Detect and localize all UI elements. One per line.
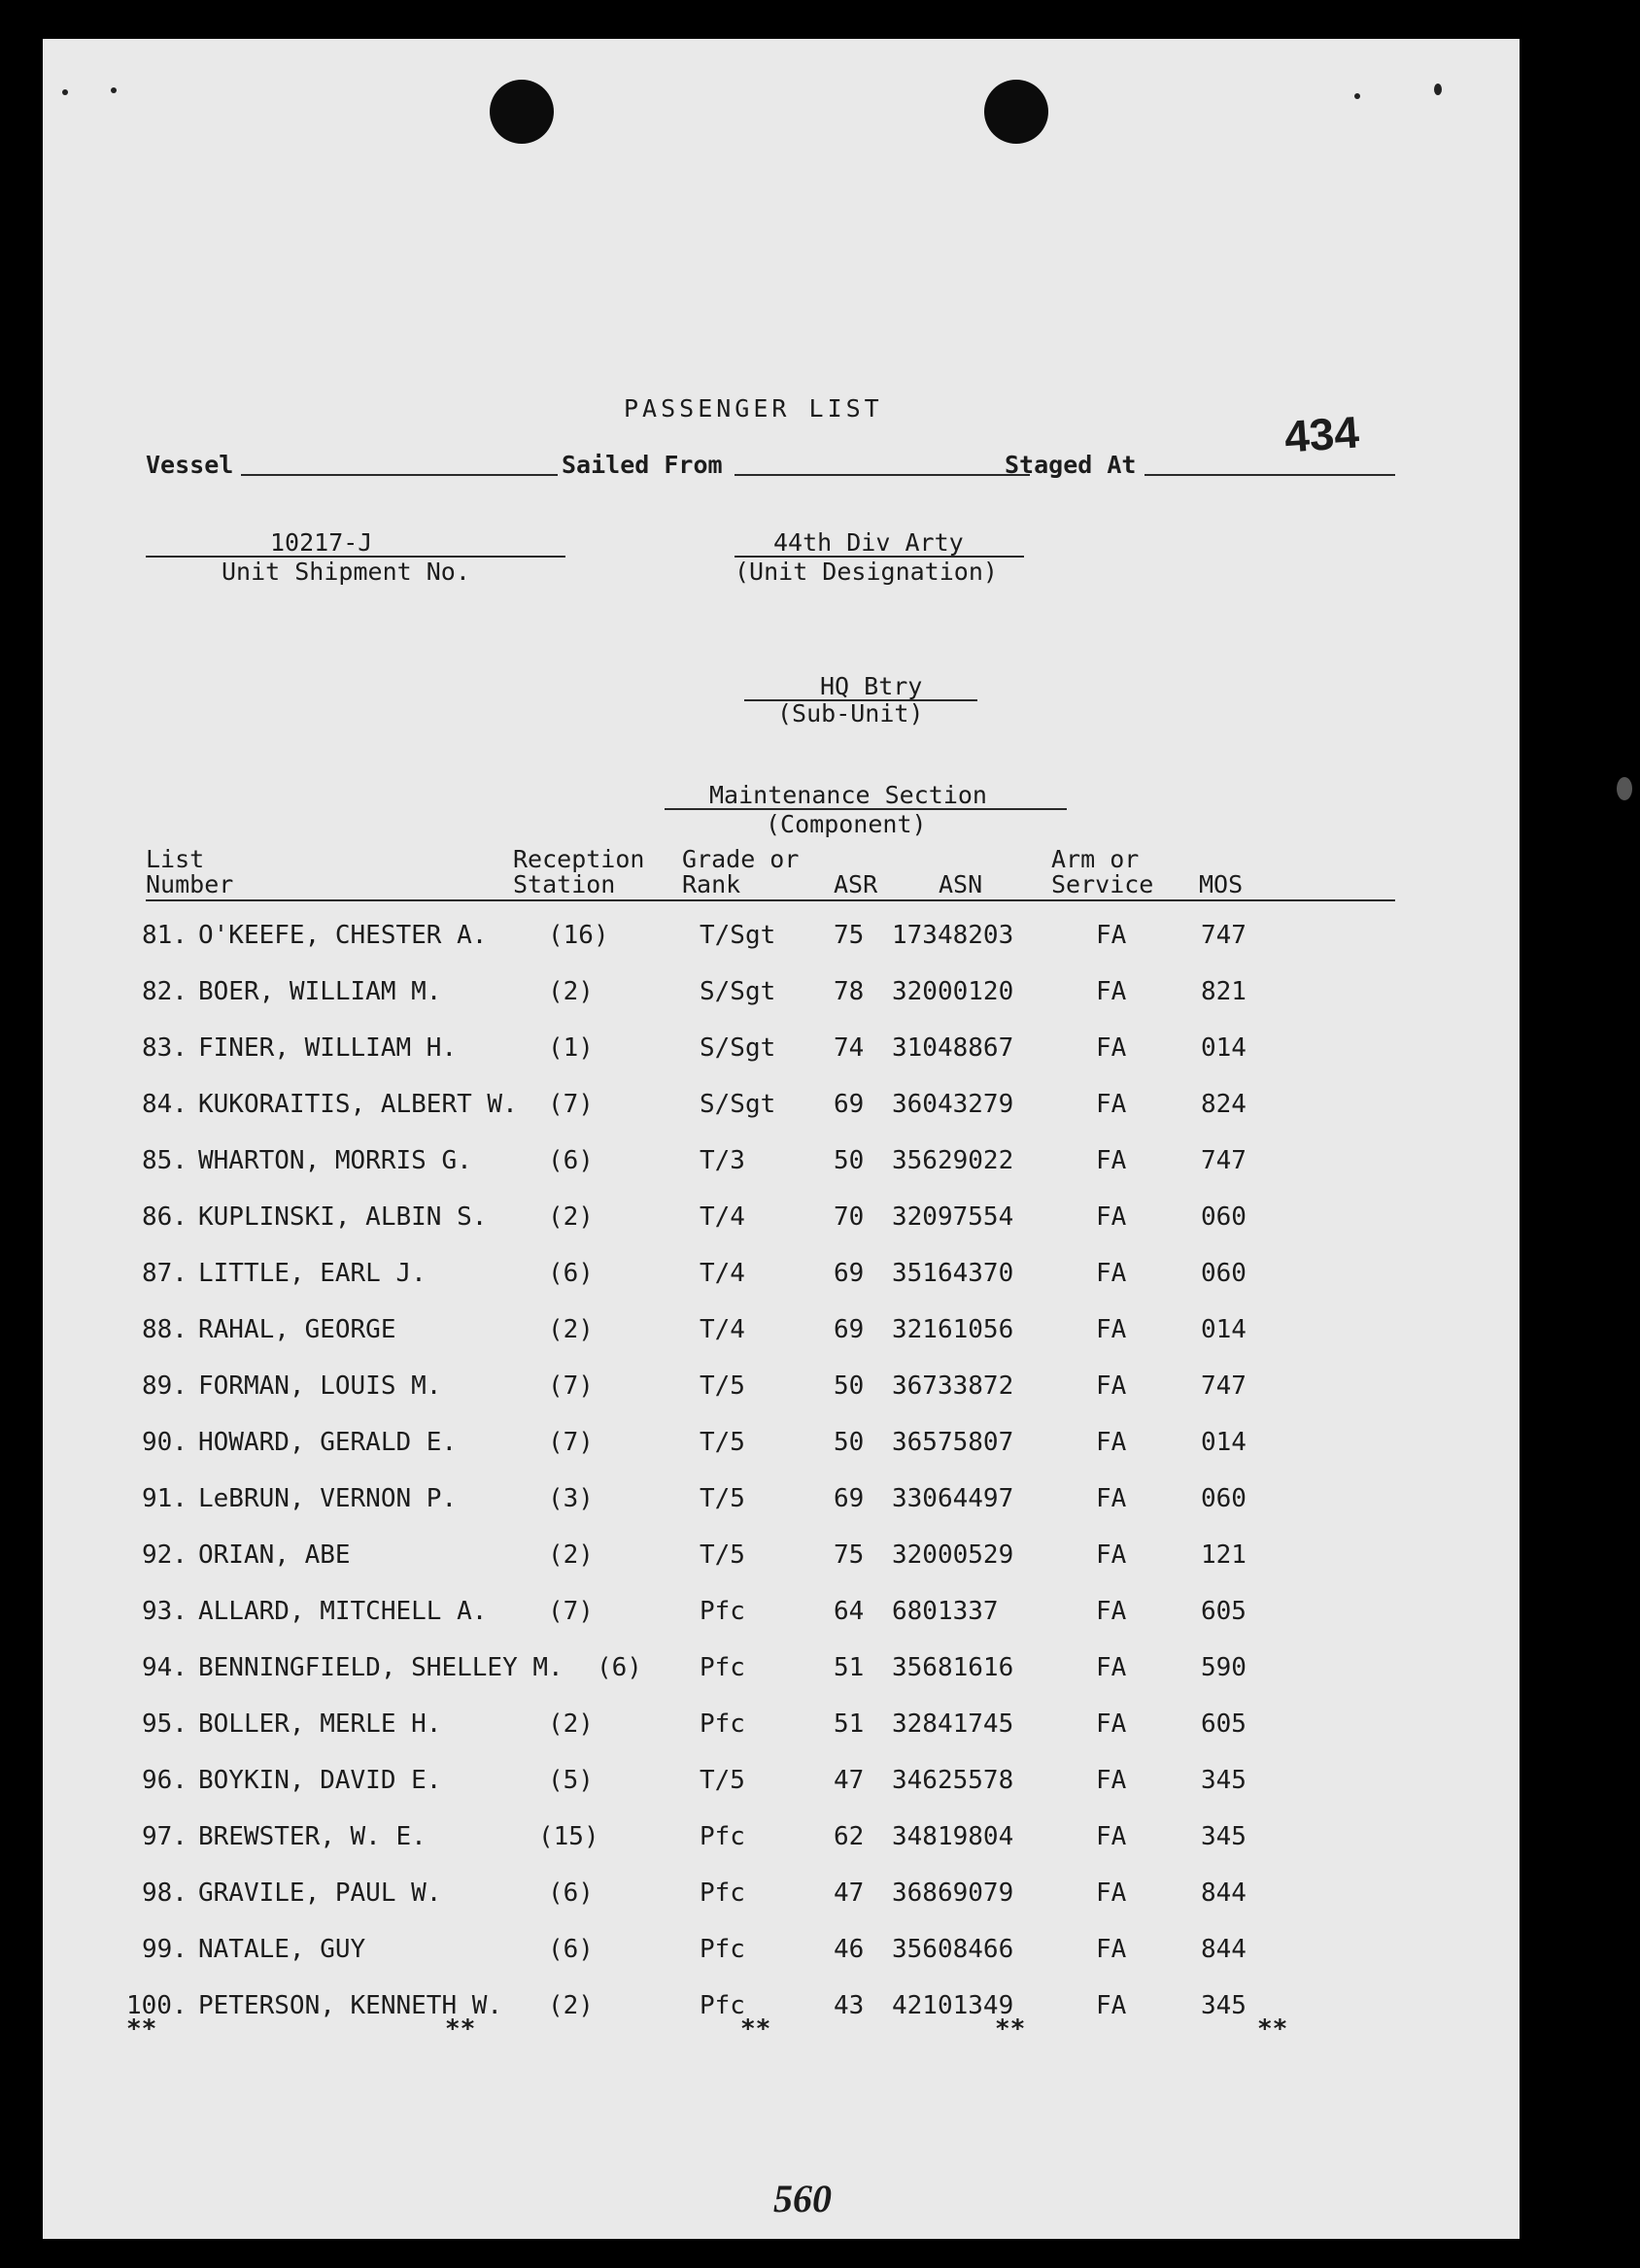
row-number: 93. [142, 1597, 188, 1626]
passenger-name: KUKORAITIS, ALBERT W. [198, 1090, 518, 1119]
reception-station: (6) [548, 1935, 594, 1964]
arm-or-service: FA [1096, 1033, 1127, 1063]
grade: T/5 [700, 1540, 745, 1570]
mos: 345 [1201, 1766, 1247, 1795]
table-row [43, 1540, 1520, 1574]
row-number: 91. [142, 1484, 188, 1513]
unit-designation-label: (Unit Designation) [735, 558, 998, 586]
sailed-from-label: Sailed From [562, 451, 723, 479]
asn: 32841745 [892, 1709, 1014, 1739]
reception-station: (6) [548, 1259, 594, 1288]
reception-station: (1) [548, 1033, 594, 1063]
col-header-grade-2: Rank [682, 870, 741, 898]
table-row [43, 1597, 1520, 1630]
asr: 69 [834, 1090, 865, 1119]
passenger-name: WHARTON, MORRIS G. [198, 1146, 472, 1175]
reception-station: (5) [548, 1766, 594, 1795]
asn: 31048867 [892, 1033, 1014, 1063]
mos: 345 [1201, 1822, 1247, 1851]
reception-station: (15) [538, 1822, 599, 1851]
reception-station: (16) [548, 921, 609, 950]
row-number: 96. [142, 1766, 188, 1795]
table-row [43, 1371, 1520, 1405]
table-row [43, 977, 1520, 1010]
passenger-name: ORIAN, ABE [198, 1540, 351, 1570]
passenger-name: BOER, WILLIAM M. [198, 977, 442, 1006]
asr: 69 [834, 1259, 865, 1288]
arm-or-service: FA [1096, 1935, 1127, 1964]
ink-speck [62, 89, 68, 95]
end-mark: ** [740, 2014, 771, 2044]
grade: Pfc [700, 1597, 745, 1626]
footer-number: 560 [773, 2177, 832, 2220]
page-number: 434 [1282, 406, 1361, 462]
row-number: 99. [142, 1935, 188, 1964]
asr: 47 [834, 1766, 865, 1795]
passenger-name: LeBRUN, VERNON P. [198, 1484, 458, 1513]
col-header-arm-2: Service [1051, 870, 1154, 898]
asr: 51 [834, 1709, 865, 1739]
row-number: 83. [142, 1033, 188, 1063]
mos: 824 [1201, 1090, 1247, 1119]
arm-or-service: FA [1096, 1709, 1127, 1739]
row-number: 86. [142, 1202, 188, 1232]
grade: T/Sgt [700, 921, 776, 950]
asr: 50 [834, 1146, 865, 1175]
sub-unit-label: (Sub-Unit) [777, 699, 924, 728]
component-label: (Component) [766, 810, 927, 838]
component-value: Maintenance Section [709, 781, 987, 809]
col-header-list-1: List [146, 845, 205, 873]
mos: 014 [1201, 1315, 1247, 1344]
grade: Pfc [700, 1935, 745, 1964]
asr: 47 [834, 1879, 865, 1908]
vessel-label: Vessel [146, 451, 234, 479]
row-number: 87. [142, 1259, 188, 1288]
mos: 605 [1201, 1597, 1247, 1626]
mos: 821 [1201, 977, 1247, 1006]
grade: T/5 [700, 1428, 745, 1457]
grade: S/Sgt [700, 977, 776, 1006]
row-number: 100. [126, 1991, 188, 2020]
ink-speck [1354, 93, 1360, 99]
asr: 64 [834, 1597, 865, 1626]
grade: T/5 [700, 1484, 745, 1513]
row-number: 84. [142, 1090, 188, 1119]
asr: 50 [834, 1371, 865, 1401]
reception-station: (2) [548, 1709, 594, 1739]
passenger-name: KUPLINSKI, ALBIN S. [198, 1202, 488, 1232]
table-row [43, 1822, 1520, 1855]
row-number: 97. [142, 1822, 188, 1851]
table-row [43, 1428, 1520, 1461]
grade: Pfc [700, 1991, 745, 2020]
asn: 42101349 [892, 1991, 1014, 2020]
arm-or-service: FA [1096, 1879, 1127, 1908]
asr: 69 [834, 1484, 865, 1513]
passenger-name: O'KEEFE, CHESTER A. [198, 921, 488, 950]
reception-station: (7) [548, 1597, 594, 1626]
asn: 17348203 [892, 921, 1014, 950]
asn: 36869079 [892, 1879, 1014, 1908]
end-mark: ** [126, 2014, 157, 2044]
mos: 060 [1201, 1259, 1247, 1288]
mos: 014 [1201, 1033, 1247, 1063]
asn: 35608466 [892, 1935, 1014, 1964]
punch-hole-right [984, 80, 1048, 144]
grade: T/3 [700, 1146, 745, 1175]
arm-or-service: FA [1096, 1822, 1127, 1851]
asn: 36733872 [892, 1371, 1014, 1401]
arm-or-service: FA [1096, 921, 1127, 950]
asr: 62 [834, 1822, 865, 1851]
unit-shipment-label: Unit Shipment No. [222, 558, 470, 586]
end-of-list-marks [43, 2014, 1520, 2044]
col-header-mos: MOS [1199, 870, 1244, 898]
row-number: 81. [142, 921, 188, 950]
unit-designation-value: 44th Div Arty [773, 528, 964, 557]
asn: 35629022 [892, 1146, 1014, 1175]
arm-or-service: FA [1096, 1146, 1127, 1175]
row-number: 88. [142, 1315, 188, 1344]
asr: 69 [834, 1315, 865, 1344]
table-row [43, 1653, 1520, 1686]
col-header-arm-1: Arm or [1051, 845, 1140, 873]
arm-or-service: FA [1096, 977, 1127, 1006]
grade: T/5 [700, 1766, 745, 1795]
grade: T/4 [700, 1202, 745, 1232]
grade: Pfc [700, 1879, 745, 1908]
mos: 060 [1201, 1484, 1247, 1513]
reception-station: (6) [548, 1146, 594, 1175]
passenger-name: BENNINGFIELD, SHELLEY M. [198, 1653, 564, 1682]
col-header-asr: ASR [834, 870, 878, 898]
asr: 75 [834, 1540, 865, 1570]
mos: 605 [1201, 1709, 1247, 1739]
mos: 747 [1201, 1146, 1247, 1175]
arm-or-service: FA [1096, 1090, 1127, 1119]
reception-station: (2) [548, 1202, 594, 1232]
reception-station: (7) [548, 1371, 594, 1401]
mos: 844 [1201, 1879, 1247, 1908]
punch-hole-left [490, 80, 554, 144]
grade: S/Sgt [700, 1033, 776, 1063]
scan-edge-mark [1617, 777, 1632, 800]
asn: 36575807 [892, 1428, 1014, 1457]
table-row [43, 1935, 1520, 1968]
mos: 014 [1201, 1428, 1247, 1457]
col-header-asn: ASN [939, 870, 983, 898]
passenger-name: BOLLER, MERLE H. [198, 1709, 442, 1739]
passenger-name: HOWARD, GERALD E. [198, 1428, 458, 1457]
arm-or-service: FA [1096, 1653, 1127, 1682]
grade: T/4 [700, 1315, 745, 1344]
asn: 36043279 [892, 1090, 1014, 1119]
mos: 121 [1201, 1540, 1247, 1570]
passenger-name: PETERSON, KENNETH W. [198, 1991, 503, 2020]
arm-or-service: FA [1096, 1371, 1127, 1401]
table-row [43, 1315, 1520, 1348]
arm-or-service: FA [1096, 1315, 1127, 1344]
reception-station: (7) [548, 1090, 594, 1119]
row-number: 85. [142, 1146, 188, 1175]
passenger-name: GRAVILE, PAUL W. [198, 1879, 442, 1908]
row-number: 82. [142, 977, 188, 1006]
passenger-name: LITTLE, EARL J. [198, 1259, 427, 1288]
asn: 35164370 [892, 1259, 1014, 1288]
col-header-station-2: Station [513, 870, 616, 898]
document-title: PASSENGER LIST [624, 394, 883, 423]
row-number: 89. [142, 1371, 188, 1401]
mos: 060 [1201, 1202, 1247, 1232]
mos: 590 [1201, 1653, 1247, 1682]
arm-or-service: FA [1096, 1484, 1127, 1513]
reception-station: (6) [597, 1653, 642, 1682]
document-page [43, 39, 1520, 2239]
asr: 46 [834, 1935, 865, 1964]
ink-speck [1434, 84, 1442, 95]
table-row [43, 1090, 1520, 1123]
end-mark: ** [995, 2014, 1026, 2044]
mos: 345 [1201, 1991, 1247, 2020]
staged-at-field-line [1145, 474, 1395, 476]
reception-station: (2) [548, 1991, 594, 2020]
row-number: 90. [142, 1428, 188, 1457]
row-number: 98. [142, 1879, 188, 1908]
grade: T/5 [700, 1371, 745, 1401]
table-row [43, 1766, 1520, 1799]
asr: 75 [834, 921, 865, 950]
reception-station: (2) [548, 1540, 594, 1570]
grade: Pfc [700, 1709, 745, 1739]
reception-station: (6) [548, 1879, 594, 1908]
asn: 35681616 [892, 1653, 1014, 1682]
table-row [43, 1202, 1520, 1236]
reception-station: (2) [548, 977, 594, 1006]
mos: 844 [1201, 1935, 1247, 1964]
end-mark: ** [445, 2014, 476, 2044]
reception-station: (2) [548, 1315, 594, 1344]
mos: 747 [1201, 921, 1247, 950]
unit-shipment-value: 10217-J [270, 528, 373, 557]
asr: 78 [834, 977, 865, 1006]
asr: 51 [834, 1653, 865, 1682]
passenger-name: BOYKIN, DAVID E. [198, 1766, 442, 1795]
grade: Pfc [700, 1653, 745, 1682]
asr: 43 [834, 1991, 865, 2020]
asn: 32000529 [892, 1540, 1014, 1570]
end-mark: ** [1257, 2014, 1288, 2044]
asn: 34625578 [892, 1766, 1014, 1795]
grade: Pfc [700, 1822, 745, 1851]
sub-unit-value: HQ Btry [820, 672, 923, 700]
sailed-from-field-line [735, 474, 1030, 476]
col-header-grade-1: Grade or [682, 845, 800, 873]
mos: 747 [1201, 1371, 1247, 1401]
passenger-name: NATALE, GUY [198, 1935, 366, 1964]
row-number: 92. [142, 1540, 188, 1570]
table-row [43, 1879, 1520, 1912]
asn: 6801337 [892, 1597, 999, 1626]
ink-speck [111, 87, 117, 93]
asr: 70 [834, 1202, 865, 1232]
arm-or-service: FA [1096, 1540, 1127, 1570]
table-row [43, 1709, 1520, 1743]
passenger-name: BREWSTER, W. E. [198, 1822, 427, 1851]
arm-or-service: FA [1096, 1428, 1127, 1457]
table-row [43, 921, 1520, 954]
asn: 32097554 [892, 1202, 1014, 1232]
asr: 50 [834, 1428, 865, 1457]
asr: 74 [834, 1033, 865, 1063]
reception-station: (7) [548, 1428, 594, 1457]
row-number: 95. [142, 1709, 188, 1739]
asn: 34819804 [892, 1822, 1014, 1851]
reception-station: (3) [548, 1484, 594, 1513]
passenger-name: RAHAL, GEORGE [198, 1315, 396, 1344]
header-rule [146, 899, 1395, 901]
passenger-name: ALLARD, MITCHELL A. [198, 1597, 488, 1626]
passenger-name: FINER, WILLIAM H. [198, 1033, 458, 1063]
arm-or-service: FA [1096, 1259, 1127, 1288]
arm-or-service: FA [1096, 1766, 1127, 1795]
staged-at-label: Staged At [1005, 451, 1137, 479]
arm-or-service: FA [1096, 1597, 1127, 1626]
asn: 32000120 [892, 977, 1014, 1006]
table-row [43, 1259, 1520, 1292]
col-header-station-1: Reception [513, 845, 645, 873]
grade: S/Sgt [700, 1090, 776, 1119]
table-row [43, 1484, 1520, 1517]
asn: 33064497 [892, 1484, 1014, 1513]
vessel-field-line [241, 474, 558, 476]
col-header-list-2: Number [146, 870, 234, 898]
table-row [43, 1033, 1520, 1066]
table-row [43, 1146, 1520, 1179]
arm-or-service: FA [1096, 1202, 1127, 1232]
arm-or-service: FA [1096, 1991, 1127, 2020]
asn: 32161056 [892, 1315, 1014, 1344]
grade: T/4 [700, 1259, 745, 1288]
passenger-name: FORMAN, LOUIS M. [198, 1371, 442, 1401]
row-number: 94. [142, 1653, 188, 1682]
